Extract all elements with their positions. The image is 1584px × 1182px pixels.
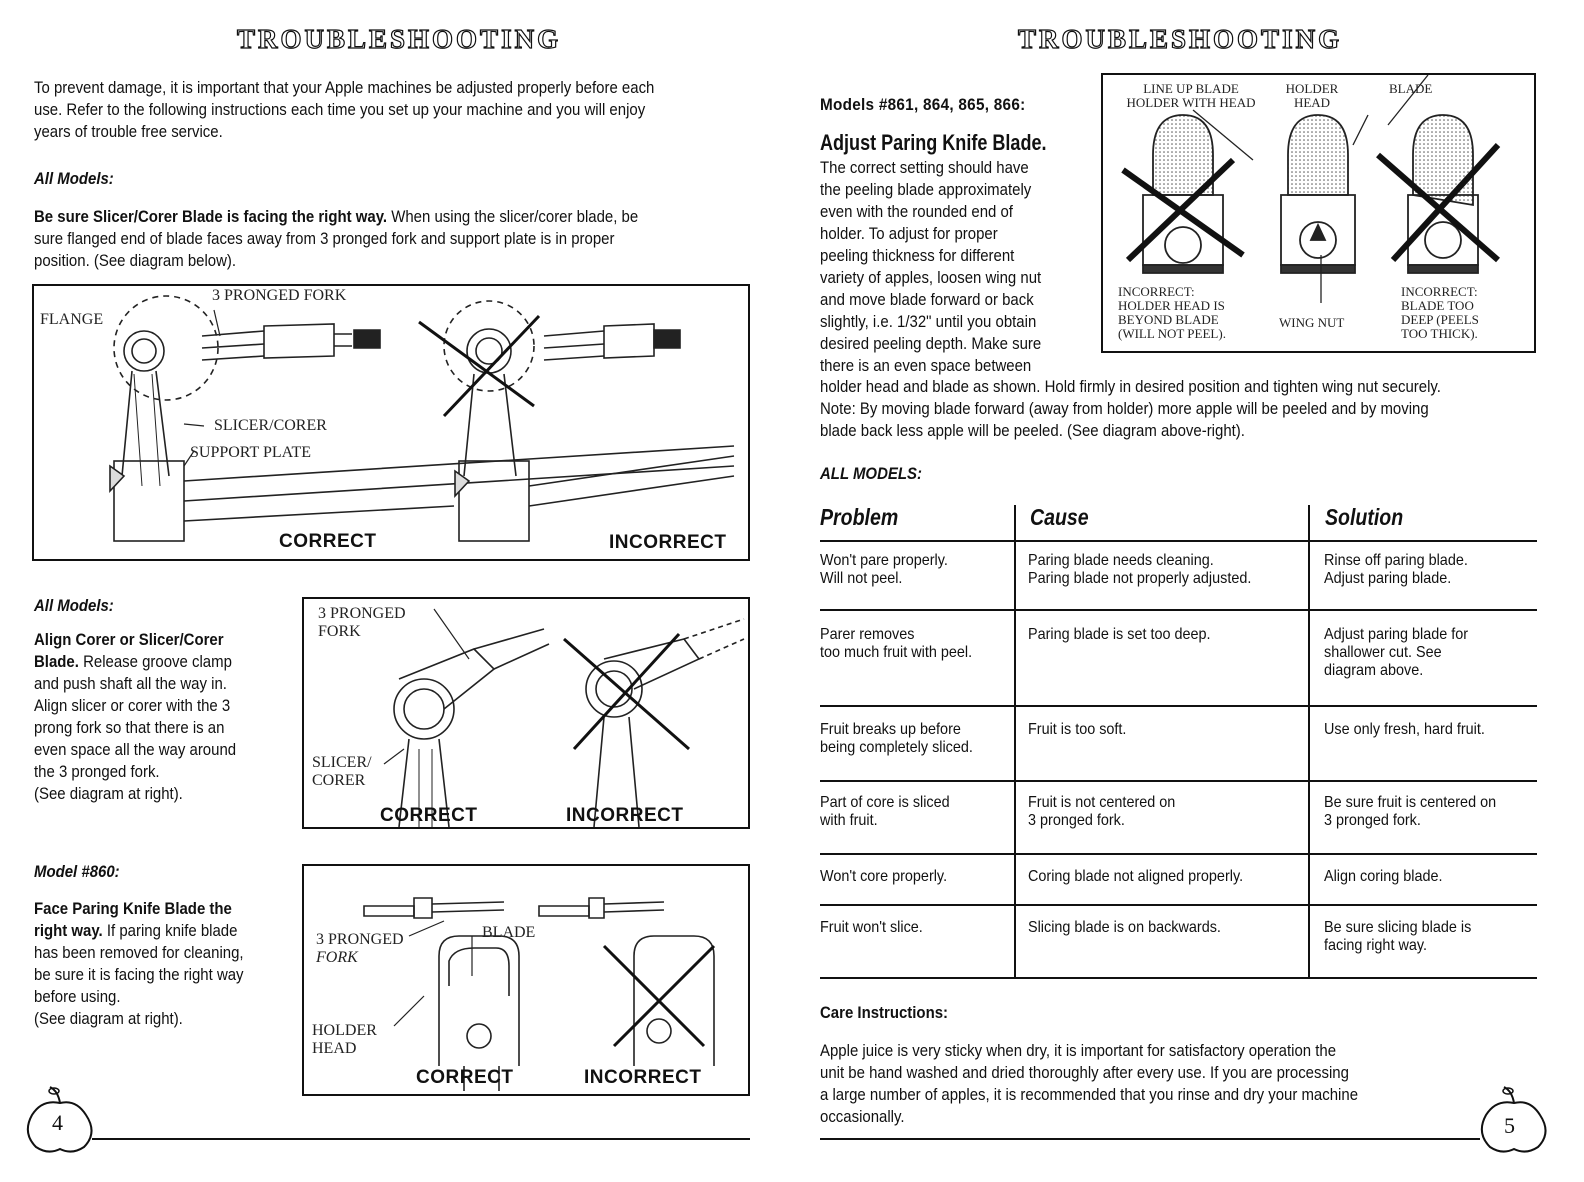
cell-line: Will not peel.: [820, 570, 903, 587]
paring-knife-diagram: [302, 864, 750, 1096]
section2-lead: Align Corer or Slicer/Corer: [34, 630, 224, 649]
section3-lead: right way.: [34, 921, 103, 940]
table-cell: [1324, 626, 1468, 680]
cell-line: Adjust paring blade.: [1324, 570, 1452, 587]
incorrect-left-line: (WILL NOT PEEL).: [1118, 326, 1226, 341]
section1-paragraph: [34, 206, 756, 272]
adjust-line: Note: By moving blade forward (away from holder) more apple will be peeled and by moving: [820, 399, 1429, 418]
table-cell: [1324, 919, 1471, 955]
table-rule: [820, 540, 1537, 542]
section1-text: When using the slicer/corer blade, be: [387, 207, 639, 226]
adjust-paragraph-continued: [820, 376, 1542, 442]
section3-line: be sure it is facing the right way: [34, 965, 244, 984]
holder-label-line: HEAD: [312, 1040, 357, 1057]
table-cell: [1028, 794, 1175, 830]
adjust-line: slightly, i.e. 1/32" until you obtain: [820, 312, 1037, 331]
cell-line: Coring blade not aligned properly.: [1028, 868, 1244, 885]
left-page-number: 4: [52, 1110, 63, 1135]
section2-line: (See diagram at right).: [34, 784, 183, 803]
slicer-corer-diagram: [32, 284, 750, 561]
incorrect-caption: INCORRECT: [584, 1067, 702, 1088]
fork-label: [316, 931, 404, 967]
line-up-line: HOLDER WITH HEAD: [1126, 95, 1256, 110]
table-cell: [820, 626, 972, 662]
support-plate-label: SUPPORT PLATE: [190, 444, 311, 461]
cell-line: 3 pronged fork.: [1324, 812, 1421, 829]
correct-caption: CORRECT: [276, 531, 379, 553]
footer-rule: [820, 1138, 1480, 1140]
table-divider: [1308, 505, 1310, 979]
holder-head-label: [312, 1022, 377, 1058]
table-cell: [1324, 868, 1442, 886]
cell-line: Won't pare properly.: [820, 552, 948, 569]
fork-label-line: 3 PRONGED: [316, 931, 404, 948]
fork-label-line: 3 PRONGED: [318, 605, 406, 622]
adjust-line: blade back less apple will be peeled. (See diagram above-right).: [820, 421, 1245, 440]
incorrect-right-line: TOO THICK).: [1401, 326, 1478, 341]
slicer-corer-illustration: [34, 286, 748, 559]
holder-head-diagram: [1101, 73, 1536, 353]
table-cell: [1324, 794, 1496, 830]
section3-paragraph: [34, 898, 298, 1030]
incorrect-right-line: BLADE TOO: [1401, 298, 1474, 313]
fork-label: [318, 605, 406, 641]
care-line: occasionally.: [820, 1107, 905, 1126]
header-problem: Problem: [820, 504, 899, 530]
line-up-label: [1106, 82, 1276, 110]
section2-line: Align slicer or corer with the 3: [34, 696, 231, 715]
cell-line: Part of core is sliced: [820, 794, 950, 811]
section3-line: has been removed for cleaning,: [34, 943, 244, 962]
adjust-heading: Adjust Paring Knife Blade.: [820, 130, 1047, 155]
section2-line: and push shaft all the way in.: [34, 674, 227, 693]
cell-line: Align coring blade.: [1324, 868, 1443, 885]
table-cell: [820, 721, 973, 757]
cell-line: shallower cut. See: [1324, 644, 1442, 661]
intro-line: years of trouble free service.: [34, 122, 223, 141]
cell-line: Paring blade not properly adjusted.: [1028, 570, 1252, 587]
intro-paragraph: [34, 77, 756, 143]
cell-line: being completely sliced.: [820, 739, 973, 756]
section1-line: sure flanged end of blade faces away from 3 pronged fork and support plate is in proper: [34, 229, 615, 248]
cell-line: Won't core properly.: [820, 868, 948, 885]
table-cell: [1028, 626, 1211, 644]
incorrect-left-line: BEYOND BLADE: [1118, 312, 1219, 327]
holder-head-label: [1277, 82, 1347, 110]
footer-rule: [92, 1138, 750, 1140]
incorrect-right-label: [1401, 285, 1479, 341]
all-models-heading: ALL MODELS:: [820, 464, 922, 483]
incorrect-right-line: DEEP (PEELS: [1401, 312, 1479, 327]
table-rule: [820, 904, 1537, 906]
cell-line: Adjust paring blade for: [1324, 626, 1469, 643]
slicer-corer-label: [312, 754, 372, 790]
section2-heading: All Models:: [34, 596, 114, 615]
header-cause: Cause: [1030, 504, 1089, 530]
adjust-line: peeling thickness for different: [820, 246, 1015, 265]
cell-line: too much fruit with peel.: [820, 644, 973, 661]
incorrect-right-line: INCORRECT:: [1401, 284, 1478, 299]
cell-line: Paring blade needs cleaning.: [1028, 552, 1214, 569]
cell-line: Rinse off paring blade.: [1324, 552, 1468, 569]
section2-line: the 3 pronged fork.: [34, 762, 160, 781]
adjust-line: even with the rounded end of: [820, 202, 1013, 221]
fork-label: 3 PRONGED FORK: [212, 287, 347, 304]
section1-line: position. (See diagram below).: [34, 251, 237, 270]
incorrect-left-line: INCORRECT:: [1118, 284, 1195, 299]
care-line: unit be hand washed and dried thoroughly after every use. If you are processing: [820, 1063, 1349, 1082]
intro-line: use. Refer to the following instructions each time you set up your machine and you will enjoy: [34, 100, 646, 119]
wing-nut-label: WING NUT: [1279, 315, 1345, 330]
cell-line: Be sure slicing blade is: [1324, 919, 1472, 936]
blade-label: BLADE: [482, 924, 536, 941]
troubleshooting-table: [820, 500, 1537, 980]
cell-line: 3 pronged fork.: [1028, 812, 1125, 829]
cell-line: Fruit is too soft.: [1028, 721, 1127, 738]
incorrect-left-line: HOLDER HEAD IS: [1118, 298, 1225, 313]
slicer-corer-label: SLICER/CORER: [214, 417, 327, 434]
table-rule: [820, 977, 1537, 979]
section2-line: even space all the way around: [34, 740, 237, 759]
adjust-line: there is an even space between: [820, 356, 1032, 375]
cell-line: diagram above.: [1324, 662, 1424, 679]
table-cell: [1028, 868, 1243, 886]
holder-head-line: HOLDER: [1285, 81, 1339, 96]
section3-text: If paring knife blade: [102, 921, 238, 940]
adjust-line: variety of apples, loosen wing nut: [820, 268, 1042, 287]
line-up-line: LINE UP BLADE: [1143, 81, 1239, 96]
table-divider: [1014, 505, 1016, 979]
section2-text: Release groove clamp: [78, 652, 232, 671]
section2-line: prong fork so that there is an: [34, 718, 225, 737]
left-page-title: TROUBLESHOOTING: [237, 24, 562, 54]
holder-head-line: HEAD: [1293, 95, 1331, 110]
slicer-label-line: CORER: [312, 772, 366, 789]
table-rule: [820, 780, 1537, 782]
cell-line: Fruit won't slice.: [820, 919, 923, 936]
fork-label-line: FORK: [318, 623, 361, 640]
models-heading: Models #861, 864, 865, 866:: [820, 95, 1026, 114]
blade-label: BLADE: [1389, 81, 1433, 96]
right-page-number: 5: [1504, 1113, 1515, 1138]
adjust-line: holder. To adjust for proper: [820, 224, 998, 243]
incorrect-caption: INCORRECT: [606, 532, 729, 554]
table-cell: [1324, 552, 1468, 588]
cell-line: Be sure fruit is centered on: [1324, 794, 1497, 811]
section2-lead: Blade.: [34, 652, 79, 671]
correct-caption: CORRECT: [380, 805, 478, 826]
cell-line: with fruit.: [820, 812, 878, 829]
incorrect-caption: INCORRECT: [566, 805, 684, 826]
adjust-line: The correct setting should have: [820, 158, 1029, 177]
slicer-label-line: SLICER/: [312, 754, 372, 771]
care-line: Apple juice is very sticky when dry, it is important for satisfactory operation the: [820, 1041, 1337, 1060]
table-cell: [820, 919, 923, 937]
cell-line: facing right way.: [1324, 937, 1427, 954]
table-rule: [820, 705, 1537, 707]
cell-line: Paring blade is set too deep.: [1028, 626, 1211, 643]
table-cell: [1028, 919, 1221, 937]
table-cell: [820, 552, 948, 588]
table-cell: [1028, 552, 1251, 588]
table-rule: [820, 853, 1537, 855]
table-cell: [1324, 721, 1485, 739]
adjust-line: the peeling blade approximately: [820, 180, 1032, 199]
adjust-line: holder head and blade as shown. Hold firmly in desired position and tighten wing nut securely.: [820, 377, 1441, 396]
header-solution: Solution: [1325, 504, 1404, 530]
holder-label-line: HOLDER: [312, 1022, 377, 1039]
table-rule: [820, 609, 1537, 611]
table-cell: [820, 794, 950, 830]
right-page-title: TROUBLESHOOTING: [1018, 24, 1343, 54]
section2-paragraph: [34, 629, 298, 805]
table-cell: [820, 868, 947, 886]
cell-line: Slicing blade is on backwards.: [1028, 919, 1221, 936]
flange-label: FLANGE: [40, 311, 104, 328]
table-cell: [1028, 721, 1126, 739]
incorrect-left-label: [1118, 285, 1226, 341]
care-heading: Care Instructions:: [820, 1003, 949, 1022]
align-corer-diagram: [302, 597, 750, 829]
adjust-line: desired peeling depth. Make sure: [820, 334, 1042, 353]
adjust-paragraph: [820, 157, 1084, 377]
cell-line: Fruit is not centered on: [1028, 794, 1176, 811]
intro-line: To prevent damage, it is important that your Apple machines be adjusted properly before each: [34, 78, 655, 97]
adjust-line: and move blade forward or back: [820, 290, 1034, 309]
fork-label-line: FORK: [316, 949, 358, 966]
cell-line: Fruit breaks up before: [820, 721, 961, 738]
care-line: a large number of apples, it is recommended that you rinse and dry your machine: [820, 1085, 1359, 1104]
cell-line: Parer removes: [820, 626, 915, 643]
section3-heading: Model #860:: [34, 862, 120, 881]
paring-knife-illustration: [304, 866, 748, 1094]
section1-lead: Be sure Slicer/Corer Blade is facing the right way.: [34, 207, 388, 226]
correct-caption: CORRECT: [416, 1067, 514, 1088]
section1-heading: All Models:: [34, 169, 114, 188]
section3-line: (See diagram at right).: [34, 1009, 183, 1028]
care-paragraph: [820, 1040, 1454, 1128]
cell-line: Use only fresh, hard fruit.: [1324, 721, 1485, 738]
section3-line: before using.: [34, 987, 121, 1006]
section3-lead: Face Paring Knife Blade the: [34, 899, 232, 918]
